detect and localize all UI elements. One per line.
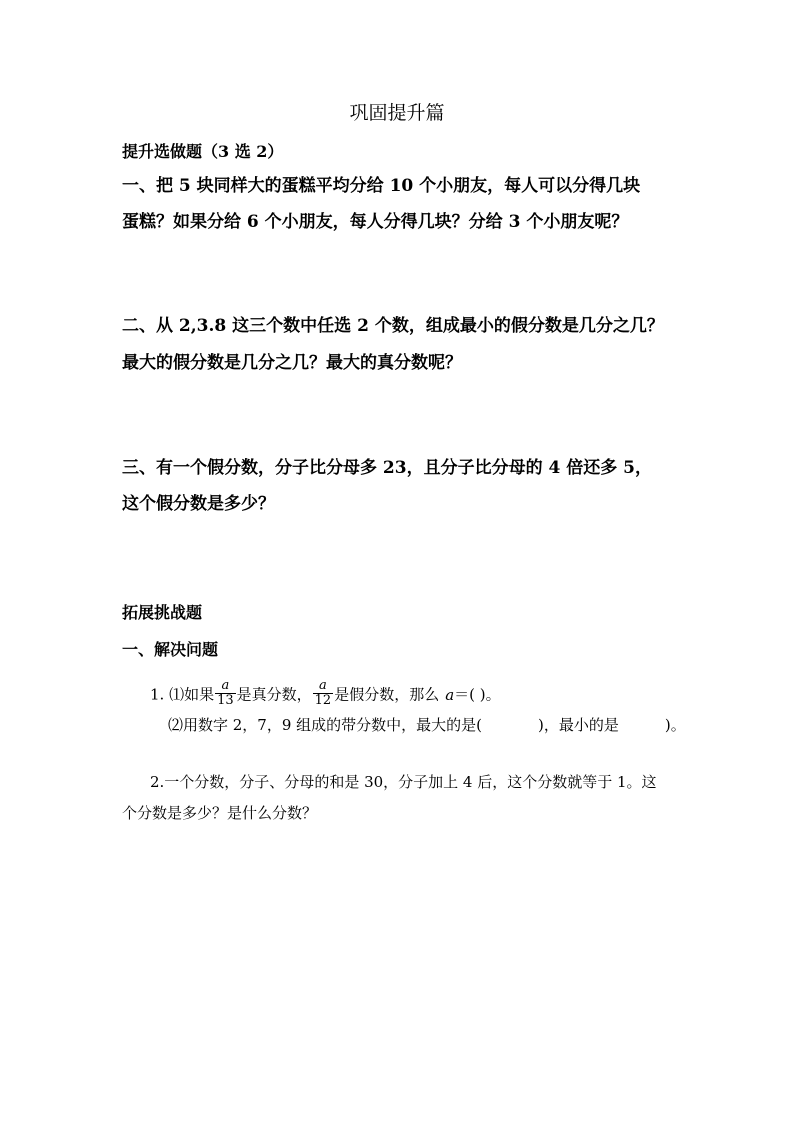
problem-1-mid-2: 是假分数，那么 [334, 685, 440, 704]
problem-1-part-2 [168, 714, 686, 736]
section-heading-challenge: 拓展挑战题 [122, 603, 203, 622]
fraction-a-over-12: $\frac{a}{12}$ [314, 678, 332, 708]
problem-2-line-2: 个分数是多少？是什么分数？ [122, 804, 318, 822]
problem-1b-part-2: )，最小的是 [538, 716, 619, 734]
question-2-line-2: 最大的假分数是几分之几？最大的真分数呢？ [122, 353, 462, 373]
question-2-line-1: 二、从 2,3.8 这三个数中任选 2 个数，组成最小的假分数是几分之几？ [122, 316, 664, 336]
problem-2-line-1: 2.一个分数，分子、分母的和是 30，分子加上 4 后，这个分数就等于 1。这 [150, 773, 657, 791]
page-title: 巩固提升篇 [349, 102, 445, 124]
question-1-line-1: 一、把 5 块同样大的蛋糕平均分给 10 个小朋友，每人可以分得几块 [122, 176, 641, 196]
variable-a: a [445, 685, 455, 704]
question-1-line-2: 蛋糕？如果分给 6 个小朋友，每人分得几块？分给 3 个小朋友呢？ [122, 212, 629, 232]
problem-1-answer-blank: ＝( )。 [454, 685, 501, 704]
problem-1-part-1 [150, 678, 501, 710]
problem-1-mid-1: 是真分数， [236, 685, 312, 704]
problem-1b-part-3: )。 [664, 716, 686, 734]
subheading-solve-problems: 一、解决问题 [122, 640, 219, 659]
question-3-line-2: 这个假分数是多少？ [122, 494, 275, 514]
problem-1-prefix: 1. ⑴如果 [150, 685, 215, 704]
section-heading-improve: 提升选做题（3 选 2） [122, 142, 284, 161]
fraction-a-over-13: $\frac{a}{13}$ [217, 678, 234, 708]
problem-1b-part-1: ⑵用数字 2，7，9 组成的带分数中，最大的是( [168, 716, 483, 734]
question-3-line-1: 三、有一个假分数，分子比分母多 23，且分子比分母的 4 倍还多 5， [122, 458, 652, 478]
